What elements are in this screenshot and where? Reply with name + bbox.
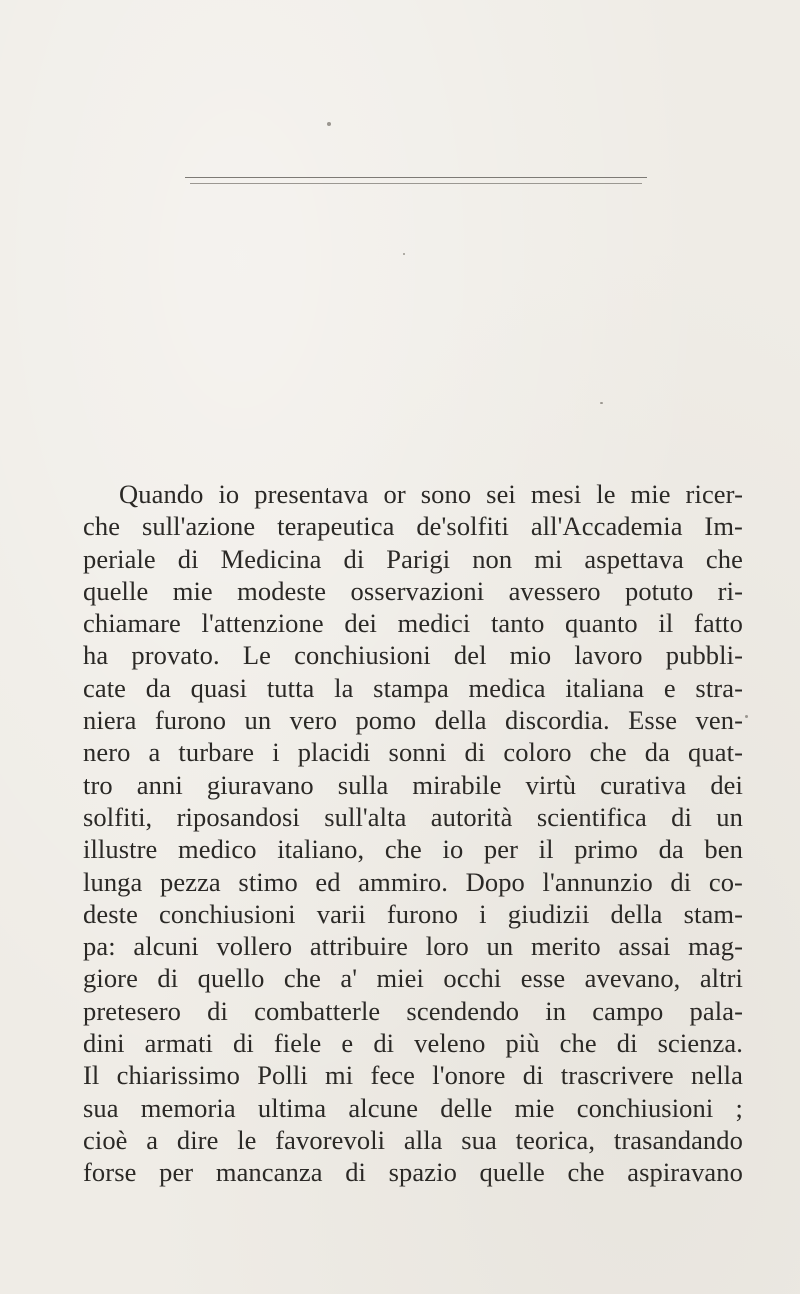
text-line: nero a turbare i placidi sonni di coloro che da quat- [83, 737, 743, 768]
text-line: dini armati di fiele e di veleno più che di scienza. [83, 1028, 743, 1059]
text-line: pretesero di combatterle scendendo in campo pala- [83, 995, 743, 1026]
ink-speck [327, 122, 331, 126]
text-line: ha provato. Le conchiusioni del mio lavoro pubbli- [83, 640, 743, 671]
ink-speck [403, 253, 405, 255]
text-line: pa: alcuni vollero attribuire loro un merito assai mag- [83, 931, 743, 962]
text-line: tro anni giuravano sulla mirabile virtù curativa dei [83, 769, 743, 800]
header-rule-bottom [190, 183, 642, 184]
text-line: che sull'azione terapeutica de'solfiti all'Accademia Im- [83, 511, 743, 542]
text-line: cate da quasi tutta la stampa medica italiana e stra- [83, 672, 743, 703]
text-line: sua memoria ultima alcune delle mie conchiusioni ; [83, 1092, 743, 1123]
text-line: Il chiarissimo Polli mi fece l'onore di trascrivere nella [83, 1060, 743, 1091]
text-line: Quando io presentava or sono sei mesi le mie ricer- [119, 479, 743, 509]
text-line: niera furono un vero pomo della discordia. Esse ven- [83, 705, 743, 736]
text-line: forse per mancanza di spazio quelle che aspiravano [83, 1157, 743, 1188]
text-line: lunga pezza stimo ed ammiro. Dopo l'annunzio di co- [83, 866, 743, 897]
text-line: illustre medico italiano, che io per il primo da ben [83, 834, 743, 865]
text-line: deste conchiusioni varii furono i giudizii della stam- [83, 898, 743, 929]
body-paragraph [83, 478, 743, 1189]
ink-speck [600, 402, 603, 404]
text-line: quelle mie modeste osservazioni avessero potuto ri- [83, 575, 743, 606]
text-line: solfiti, riposandosi sull'alta autorità scientifica di un [83, 801, 743, 832]
text-line: chiamare l'attenzione dei medici tanto quanto il fatto [83, 608, 743, 639]
text-line: giore di quello che a' miei occhi esse avevano, altri [83, 963, 743, 994]
text-line: cioè a dire le favorevoli alla sua teorica, trasandando [83, 1124, 743, 1155]
header-rule-top [185, 177, 647, 178]
text-line: periale di Medicina di Parigi non mi aspettava che [83, 543, 743, 574]
ink-speck [745, 715, 748, 718]
